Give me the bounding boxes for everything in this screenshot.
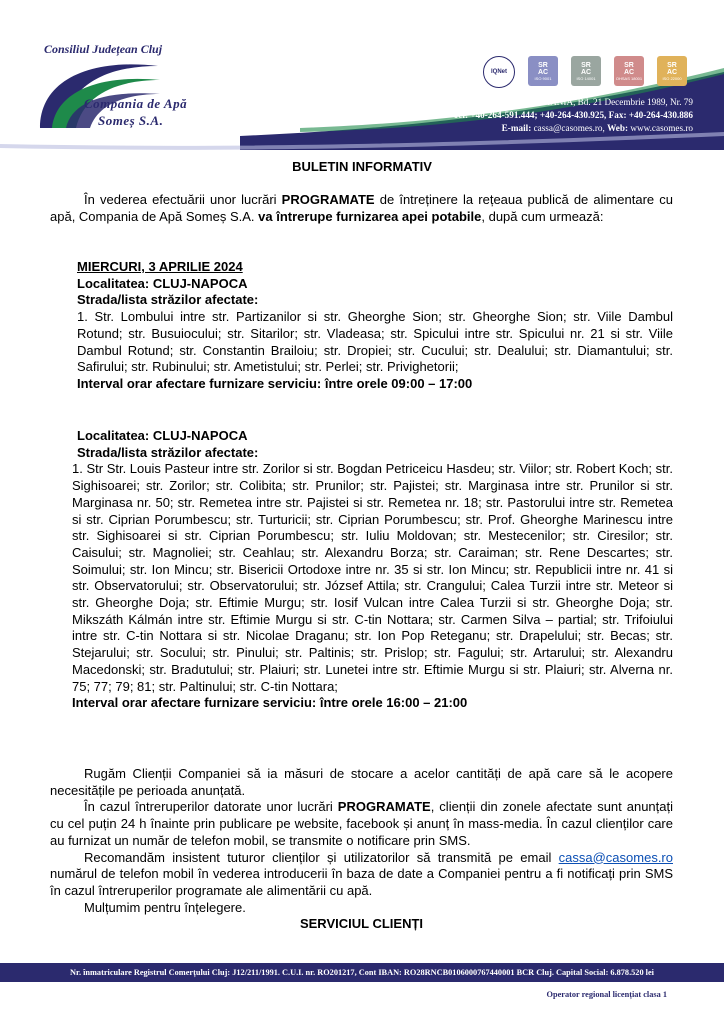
outage-interval: Interval orar afectare furnizare serviciu: între orele 16:00 – 21:00 <box>72 695 468 711</box>
operator-license: Operator regional licențiat clasa 1 <box>546 990 667 999</box>
iso22000-badge-icon: SR AC ISO 22000 <box>657 56 687 86</box>
intro-paragraph: În vederea efectuării unor lucrări PROGRAMATE de întreținere la rețeaua publică de alimentare cu apă, Compania de Apă Someș S.A. va întrerupe furnizarea apei potabile, după cum urmează: <box>50 192 673 224</box>
outage-date: MIERCURI, 3 APRILIE 2024 <box>77 259 243 274</box>
company-phone-fax: Tel: +40-264-591.444; +40-264-430.925, Fax: +40-264-430.886 <box>453 110 693 120</box>
document-title: BULETIN INFORMATIV <box>292 159 432 174</box>
footer-registry: Nr. înmatriculare Registrul Comerțului Cluj: J12/211/1991. C.U.I. nr. RO201217, Cont IBAN: RO28RNCB0106000767440001 BCR Cluj. Capital Social: 6.878.520 lei <box>0 963 724 982</box>
brand-name-line1: Compania de Apă <box>84 96 188 111</box>
email-recommendation: Recomandăm insistent tuturor clienților și utilizatorilor să transmită pe email cassa@casomes.ro numărul de telefon mobil în vederea introducerii în baza de date a Companiei pentru a fi notificați prin SMS în cazul întreruperilor programate ale alimentării cu apă. <box>50 849 673 898</box>
streets-list: 1. Str Str. Louis Pasteur intre str. Zorilor si str. Bogdan Petriceicu Hasdeu; str. Viilor; str. Robert Koch; str. Sighisoarei; str. Zorilor; str. Colibita; str. Prunilor; str. Pajistei; str. Marginasa intre str. Prunilor si str. Marginasa nr. 50; str. Remetea intre str. Pajistei si str. Remetea nr. 18; str. Pastorului intre str. Remetea si str. Ciprian Porumbescu; str. Turturicii; str. Ciprian Porumbescu; str. Prof. Gheorghe Marinescu intre str. Sighisoarei si str. Ciprian Porumbescu; str. Iuliu Moldovan; str. Mestecenilor; str. Ciresilor; str. Caisului; str. Magnoliei; str. Ceahlau; str. Alexandru Borza; str. Caraiman; str. Rene Descartes; str. Soimului; str. Ion Mincu; str. Bisericii Ortodoxe intre nr. 35 si str. Ion Mincu; str. Republicii intre nr. 41 si str. Observatorului; str. Observatorului; str. József Attila; str. Crangului; Calea Turzii intre str. Meteor si str. Gheorghe Doja; str. Eftimie Murgu; str. Iosif Vulcan intre Calea Turzii si str. Gheorghe Doja; str. Mikszáth Kálmán intre str. Eftimie Murgu si str. C-tin Nottara; str. Carmen Silva – partial; str. Trifoiului intre str. C-tin Nottara si str. Nicolae Draganu; str. Ion Pop Reteganu; str. Drapelului; str. Becas; str. Stejarului; str. Socului; str. Pinului; str. Paltinis; str. Prislop; str. Fagului; str. Artarului; str. Alexandru Macedonski; str. Bradutului; str. Plaiuri; str. Lunetei intre str. Eftimie Murgu si str. Plaiuri; str. Alverna nr. 75; 77; 79; 81; str. Paltinului; str. C-tin Nottara; <box>72 461 673 694</box>
streets-label: Strada/lista străzilor afectate: <box>77 292 259 308</box>
letterhead <box>0 0 724 150</box>
outage-interval: Interval orar afectare furnizare serviciu: între orele 09:00 – 17:00 <box>77 375 473 391</box>
council-name: Consiliul Județean Cluj <box>44 42 163 56</box>
company-web-link[interactable]: www.casomes.ro <box>630 123 693 133</box>
streets-list: 1. Str. Lombului intre str. Partizanilor si str. Gheorghe Sion; str. Gheorghe Sion; str. Viile Dambul Rotund; str. Busuiocului; str. Sitarilor; str. Vladeasa; str. Spicului intre str. Spicului nr. 21 si str. Viile Dambul Rotund; str. Constantin Brailoiu; str. Dropiei; str. Cucului; str. Dealului; str. Diamantului; str. Safirului; str. Rubinului; str. Ametistului; str. Perlei; str. Privighetorii; <box>77 309 673 375</box>
notification-info: În cazul întreruperilor datorate unor lucrări PROGRAMATE, clienții din zonele afectate sunt anunțați cu cel puțin 24 h înainte prin publicare pe website, facebook și anunț în mass-media. În cazul clienților care au furnizat un număr de telefon mobil, se transmite o notificare prin SMS. <box>50 799 673 848</box>
signature: SERVICIUL CLIENȚI <box>299 916 424 932</box>
streets-label: Strada/lista străzilor afectate: <box>77 444 259 460</box>
iqnet-badge-icon: IQNet <box>483 56 515 88</box>
iso9001-badge-icon: SR AC ISO 9001 <box>528 56 558 86</box>
company-email-web: E-mail: cassa@casomes.ro, Web: www.casomes.ro <box>501 123 693 133</box>
customer-email-link[interactable]: cassa@casomes.ro <box>558 849 673 865</box>
company-contact <box>448 96 693 135</box>
company-email-link[interactable]: cassa@casomes.ro, <box>533 123 605 133</box>
outage-section-1 <box>77 259 673 393</box>
storage-advice: Rugăm Clienții Companiei să ia măsuri de stocare a acelor cantități de apă care să le acopere necesitățile pe perioada anunțată. <box>50 766 673 798</box>
thanks: Mulțumim pentru înțelegere. <box>84 899 246 915</box>
certification-badges <box>483 56 687 88</box>
brand-name-line2: Someș S.A. <box>98 113 164 128</box>
closing-notes <box>50 766 673 933</box>
ohsas18001-badge-icon: SR AC OHSAS 18001 <box>614 56 644 86</box>
locality: Localitatea: CLUJ-NAPOCA <box>77 428 248 443</box>
company-address: 400603 Cluj-Napoca, ROMÂNIA, Bd. 21 Decembrie 1989, Nr. 79 <box>447 97 693 107</box>
iso14001-badge-icon: SR AC ISO 14001 <box>571 56 601 86</box>
locality: Localitatea: CLUJ-NAPOCA <box>77 275 248 291</box>
outage-section-2 <box>72 428 673 712</box>
